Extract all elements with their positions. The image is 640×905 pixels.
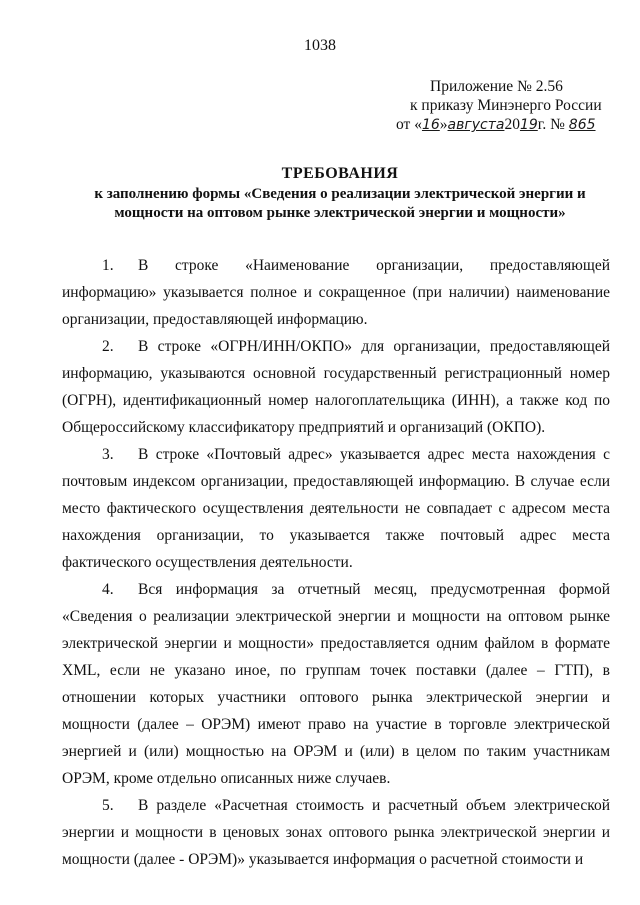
- appendix-order-reference: к приказу Минэнерго России: [410, 97, 602, 114]
- year-prefix: 20: [504, 116, 520, 133]
- handwritten-order-number: 865: [568, 117, 596, 133]
- handwritten-day: 16: [421, 117, 440, 133]
- paragraph-text: В строке «Наименование организации, предоставляющей информацию» указывается полное и сокращенное (при наличии) наименование организации, предоставляющей информацию.: [62, 257, 610, 328]
- page-number: 1038: [304, 37, 336, 54]
- paragraph-text: В разделе «Расчетная стоимость и расчетный объем электрической энергии и мощности в ценовых зонах оптового рынка электрической энергии и мощности (далее - ОРЭМ)» указывается информация о расчетной стоимости и: [62, 797, 610, 868]
- paragraph-number: 3.: [102, 446, 114, 463]
- date-prefix: от «: [396, 116, 422, 133]
- paragraph-5: [62, 792, 610, 873]
- date-quote-close: »: [439, 116, 448, 133]
- document-body: [62, 252, 610, 873]
- paragraph-2: [62, 333, 610, 441]
- paragraph-text: Вся информация за отчетный месяц, предусмотренная формой «Сведения о реализации электрической энергии и мощности на оптовом рынке электрической энергии и мощности» предоставляется одним файлом в формате XML, если не указано иное, по группам точек поставки (далее – ГТП), в отношении которых участники оптового рынка электрической энергии и мощности (далее – ОРЭМ) имеют право на участие в торговле электрической энергией и (или) мощностью на ОРЭМ и (или) в целом по таким участникам ОРЭМ, кроме отдельно описанных ниже случаев.: [62, 581, 610, 787]
- paragraph-number: 4.: [102, 581, 114, 598]
- title-subtitle-line2: мощности на оптовом рынке электрической энергии и мощности»: [114, 205, 566, 221]
- appendix-number: Приложение № 2.56: [430, 78, 563, 95]
- paragraph-3: [62, 441, 610, 576]
- paragraph-number: 1.: [102, 257, 114, 274]
- handwritten-year: 19: [519, 117, 538, 133]
- paragraph-text: В строке «ОГРН/ИНН/ОКПО» для организации, предоставляющей информацию, указываются основной государственный регистрационный номер (ОГРН), идентификационный номер налогоплательщика (ИНН), а также код по Общероссийскому классификатору предприятий и организаций (ОКПО).: [62, 338, 610, 436]
- appendix-header: [396, 77, 602, 135]
- paragraph-text: В строке «Почтовый адрес» указывается адрес места нахождения с почтовым индексом организации, предоставляющей информацию. В случае если место фактического осуществления деятельности не совпадает с адресом места нахождения организации, то указывается также почтовый адрес места фактического осуществления деятельности.: [62, 446, 610, 571]
- year-end: г. №: [537, 116, 565, 133]
- appendix-order-date: [396, 115, 602, 135]
- title-heading: ТРЕБОВАНИЯ: [281, 165, 399, 182]
- paragraph-number: 2.: [102, 338, 114, 355]
- paragraph-1: [62, 252, 610, 333]
- document-title: [60, 164, 620, 223]
- paragraph-4: [62, 576, 610, 792]
- title-subtitle-line1: к заполнению формы «Сведения о реализации электрической энергии и: [94, 186, 586, 202]
- paragraph-number: 5.: [102, 797, 114, 814]
- handwritten-month: августа: [447, 117, 505, 133]
